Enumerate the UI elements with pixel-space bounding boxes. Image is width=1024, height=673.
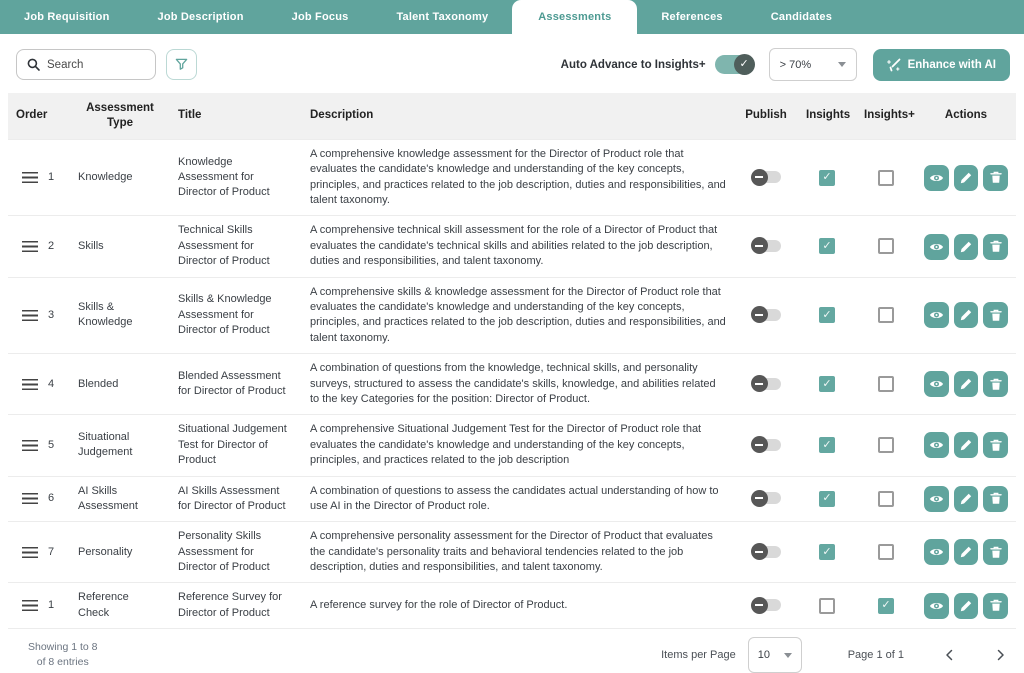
edit-button[interactable]: [954, 165, 979, 191]
pencil-icon: [960, 378, 972, 390]
column-header-insights: Insights: [798, 93, 856, 139]
eye-icon: [929, 600, 944, 612]
assessment-title: Skills & Knowledge Assessment for Director of Product: [170, 277, 302, 354]
column-header-publish: Publish: [734, 93, 798, 139]
publish-toggle[interactable]: [752, 309, 781, 321]
tab-job-description[interactable]: Job Description: [157, 11, 244, 23]
assessment-title: AI Skills Assessment for Director of Product: [170, 476, 302, 522]
publish-toggle[interactable]: [752, 439, 781, 451]
publish-toggle[interactable]: [752, 378, 781, 390]
previous-page-button[interactable]: [942, 647, 956, 663]
toggle-minus-icon: [751, 237, 768, 254]
publish-toggle[interactable]: [752, 546, 781, 558]
assessment-description: A comprehensive knowledge assessment for the Director of Product role that evaluates the candidate's knowledge and understanding of the key concepts, principles, and practices related to the job description, duties and responsibilities, and talent taxonomy.: [302, 139, 734, 216]
eye-icon: [929, 493, 944, 505]
assessment-type: AI Skills Assessment: [70, 476, 170, 522]
eye-icon: [929, 241, 944, 253]
assessment-type: Personality: [70, 522, 170, 583]
table-row: [8, 415, 1016, 476]
view-button[interactable]: [924, 371, 949, 397]
threshold-dropdown[interactable]: [769, 48, 857, 81]
order-number: 1: [48, 170, 55, 183]
check-icon: ✓: [822, 545, 832, 558]
view-button[interactable]: [924, 165, 949, 191]
toggle-minus-icon: [751, 306, 768, 323]
check-icon: ✓: [822, 438, 832, 451]
view-button[interactable]: [924, 302, 949, 328]
page-info: Page 1 of 1: [847, 649, 904, 662]
order-number: 3: [48, 308, 55, 321]
drag-handle-icon[interactable]: [22, 600, 38, 611]
publish-toggle[interactable]: [752, 492, 781, 504]
edit-button[interactable]: [954, 486, 979, 512]
eye-icon: [929, 439, 944, 451]
next-page-button[interactable]: [994, 647, 1008, 663]
assessment-type: Situational Judgement: [70, 415, 170, 476]
chevron-down-icon: [838, 62, 846, 67]
assessment-description: A combination of questions to assess the candidates actual understanding of how to use AI in the Director of Product role.: [302, 476, 734, 522]
magic-wand-icon: [887, 58, 901, 72]
trash-icon: [990, 378, 1002, 391]
insights-plus-checkbox[interactable]: [878, 544, 894, 560]
items-per-page-label: Items per Page: [661, 649, 736, 662]
toggle-minus-icon: [751, 597, 768, 614]
insights-plus-checkbox[interactable]: [878, 238, 894, 254]
insights-checkbox[interactable]: [819, 598, 835, 614]
trash-icon: [990, 492, 1002, 505]
view-button[interactable]: [924, 486, 949, 512]
eye-icon: [929, 378, 944, 390]
trash-icon: [990, 309, 1002, 322]
assessment-type: Skills: [70, 216, 170, 277]
assessment-type: Blended: [70, 354, 170, 415]
column-header-title: Title: [170, 93, 302, 139]
table-row: [8, 522, 1016, 583]
column-header-assessment-type: Assessment Type: [70, 93, 170, 139]
eye-icon: [929, 172, 944, 184]
search-icon: [27, 58, 40, 71]
edit-button[interactable]: [954, 593, 979, 619]
toggle-minus-icon: [751, 375, 768, 392]
tab-job-requisition[interactable]: Job Requisition: [24, 11, 110, 23]
pencil-icon: [960, 172, 972, 184]
delete-button[interactable]: [983, 593, 1008, 619]
items-per-page-select[interactable]: [748, 637, 802, 673]
drag-handle-icon[interactable]: [22, 547, 38, 558]
assessment-description: A comprehensive skills & knowledge assessment for the Director of Product role that evaluates the candidate's knowledge and understanding of the key concepts, principles, and practices related to the job description, duties and responsibilities, and talent taxonomy.: [302, 277, 734, 354]
edit-button[interactable]: [954, 539, 979, 565]
insights-plus-checkbox[interactable]: [878, 376, 894, 392]
table-row: [8, 139, 1016, 216]
assessment-description: A combination of questions from the knowledge, technical skills, and personality surveys, structured to assess the candidate's skills, knowledge, and abilities related to the key Categories for the position: Director of Product.: [302, 354, 734, 415]
threshold-value: > 70%: [779, 58, 812, 71]
pencil-icon: [960, 493, 972, 505]
funnel-icon: [175, 58, 188, 71]
view-button[interactable]: [924, 234, 949, 260]
insights-checkbox[interactable]: [819, 491, 835, 507]
tab-assessments[interactable]: Assessments: [512, 0, 637, 34]
check-icon: ✓: [822, 377, 832, 390]
table-row: [8, 583, 1016, 629]
delete-button[interactable]: [983, 486, 1008, 512]
insights-checkbox[interactable]: [819, 544, 835, 560]
chevron-left-icon: [944, 649, 954, 661]
check-icon: ✓: [822, 171, 832, 183]
assessment-title: Knowledge Assessment for Director of Product: [170, 139, 302, 216]
edit-button[interactable]: [954, 302, 979, 328]
order-number: 1: [48, 599, 55, 612]
trash-icon: [990, 171, 1002, 184]
publish-toggle[interactable]: [752, 599, 781, 611]
trash-icon: [990, 240, 1002, 253]
assessment-description: A comprehensive technical skill assessment for the role of a Director of Product that evaluates the candidate's technical skills and abilities related to the job description, duties and responsibilities, and talent taxonomy.: [302, 216, 734, 277]
trash-icon: [990, 439, 1002, 452]
tab-candidates[interactable]: Candidates: [770, 11, 833, 23]
assessment-type: Knowledge: [70, 139, 170, 216]
assessment-description: A comprehensive Situational Judgement Test for the Director of Product role that evaluates the candidate's knowledge and understanding of the key concepts, principles, and practices related to the job description: [302, 415, 734, 476]
insights-plus-checkbox[interactable]: [878, 170, 894, 186]
edit-button[interactable]: [954, 432, 979, 458]
assessment-description: A comprehensive personality assessment for the Director of Product that evaluates the candidate's personality traits and behavioral tendencies related to the job description, duties and responsibilities, and talent taxonomy.: [302, 522, 734, 583]
auto-advance-label: Auto Advance to Insights+: [560, 58, 706, 71]
tab-talent-taxonomy[interactable]: Talent Taxonomy: [396, 11, 489, 23]
pencil-icon: [960, 309, 972, 321]
search-box[interactable]: [16, 49, 156, 80]
order-number: 4: [48, 377, 55, 390]
drag-handle-icon[interactable]: [22, 172, 38, 183]
insights-checkbox[interactable]: [819, 238, 835, 254]
pencil-icon: [960, 546, 972, 558]
filter-button[interactable]: [166, 49, 197, 80]
tab-references[interactable]: References: [661, 11, 723, 23]
check-icon: ✓: [822, 308, 832, 321]
drag-handle-icon[interactable]: [22, 440, 38, 451]
pencil-icon: [960, 600, 972, 612]
check-icon: ✓: [822, 239, 832, 252]
edit-button[interactable]: [954, 371, 979, 397]
insights-checkbox[interactable]: [819, 376, 835, 392]
assessment-title: Situational Judgement Test for Director of Product: [170, 415, 302, 476]
publish-toggle[interactable]: [752, 240, 781, 252]
edit-button[interactable]: [954, 234, 979, 260]
tab-job-focus[interactable]: Job Focus: [291, 11, 349, 23]
column-header-actions: Actions: [916, 93, 1016, 139]
drag-handle-icon[interactable]: [22, 241, 38, 252]
toolbar: [0, 34, 1024, 93]
check-icon: ✓: [822, 492, 832, 505]
enhance-with-ai-button[interactable]: [873, 49, 1010, 81]
assessment-title: Reference Survey for Director of Product: [170, 583, 302, 629]
assessments-table: [8, 93, 1016, 629]
trash-icon: [990, 599, 1002, 612]
toggle-minus-icon: [751, 436, 768, 453]
insights-checkbox[interactable]: [819, 437, 835, 453]
delete-button[interactable]: [983, 371, 1008, 397]
publish-toggle[interactable]: [752, 171, 781, 183]
view-button[interactable]: [924, 432, 949, 458]
table-row: [8, 354, 1016, 415]
assessment-description: A reference survey for the role of Director of Product.: [302, 583, 734, 629]
order-number: 7: [48, 545, 55, 558]
drag-handle-icon[interactable]: [22, 493, 38, 504]
table-footer: [0, 629, 1024, 673]
auto-advance-toggle[interactable]: [715, 55, 753, 74]
order-number: 5: [48, 438, 55, 451]
trash-icon: [990, 546, 1002, 559]
assessment-title: Blended Assessment for Director of Product: [170, 354, 302, 415]
chevron-down-icon: [784, 653, 792, 658]
pencil-icon: [960, 241, 972, 253]
column-header-order: Order: [8, 93, 70, 139]
assessment-type: Reference Check: [70, 583, 170, 629]
tab-bar: [0, 0, 1024, 34]
insights-checkbox[interactable]: [819, 307, 835, 323]
delete-button[interactable]: [983, 234, 1008, 260]
pencil-icon: [960, 439, 972, 451]
column-header-insights-plus: Insights+: [856, 93, 916, 139]
chevron-right-icon: [996, 649, 1006, 661]
enhance-with-ai-label: Enhance with AI: [907, 58, 996, 71]
toggle-minus-icon: [751, 490, 768, 507]
view-button[interactable]: [924, 593, 949, 619]
check-icon: ✓: [881, 599, 891, 612]
delete-button[interactable]: [983, 539, 1008, 565]
delete-button[interactable]: [983, 302, 1008, 328]
order-number: 6: [48, 492, 55, 505]
drag-handle-icon[interactable]: [22, 310, 38, 321]
items-per-page-value: 10: [757, 649, 770, 662]
drag-handle-icon[interactable]: [22, 379, 38, 390]
assessment-title: Technical Skills Assessment for Director of Product: [170, 216, 302, 277]
delete-button[interactable]: [983, 432, 1008, 458]
toggle-check-icon: ✓: [734, 54, 755, 75]
delete-button[interactable]: [983, 165, 1008, 191]
table-row: [8, 476, 1016, 522]
view-button[interactable]: [924, 539, 949, 565]
insights-plus-checkbox[interactable]: [878, 307, 894, 323]
insights-plus-checkbox[interactable]: [878, 437, 894, 453]
toggle-minus-icon: [751, 169, 768, 186]
insights-plus-checkbox[interactable]: [878, 491, 894, 507]
assessment-type: Skills & Knowledge: [70, 277, 170, 354]
assessment-title: Personality Skills Assessment for Director of Product: [170, 522, 302, 583]
insights-checkbox[interactable]: [819, 170, 835, 186]
eye-icon: [929, 546, 944, 558]
column-header-description: Description: [302, 93, 734, 139]
table-row: [8, 277, 1016, 354]
table-header: [8, 93, 1016, 139]
entries-summary: Showing 1 to 8 of 8 entries: [28, 640, 98, 669]
toggle-minus-icon: [751, 543, 768, 560]
table-row: [8, 216, 1016, 277]
eye-icon: [929, 309, 944, 321]
order-number: 2: [48, 239, 55, 252]
insights-plus-checkbox[interactable]: [878, 598, 894, 614]
search-input[interactable]: [47, 59, 137, 71]
